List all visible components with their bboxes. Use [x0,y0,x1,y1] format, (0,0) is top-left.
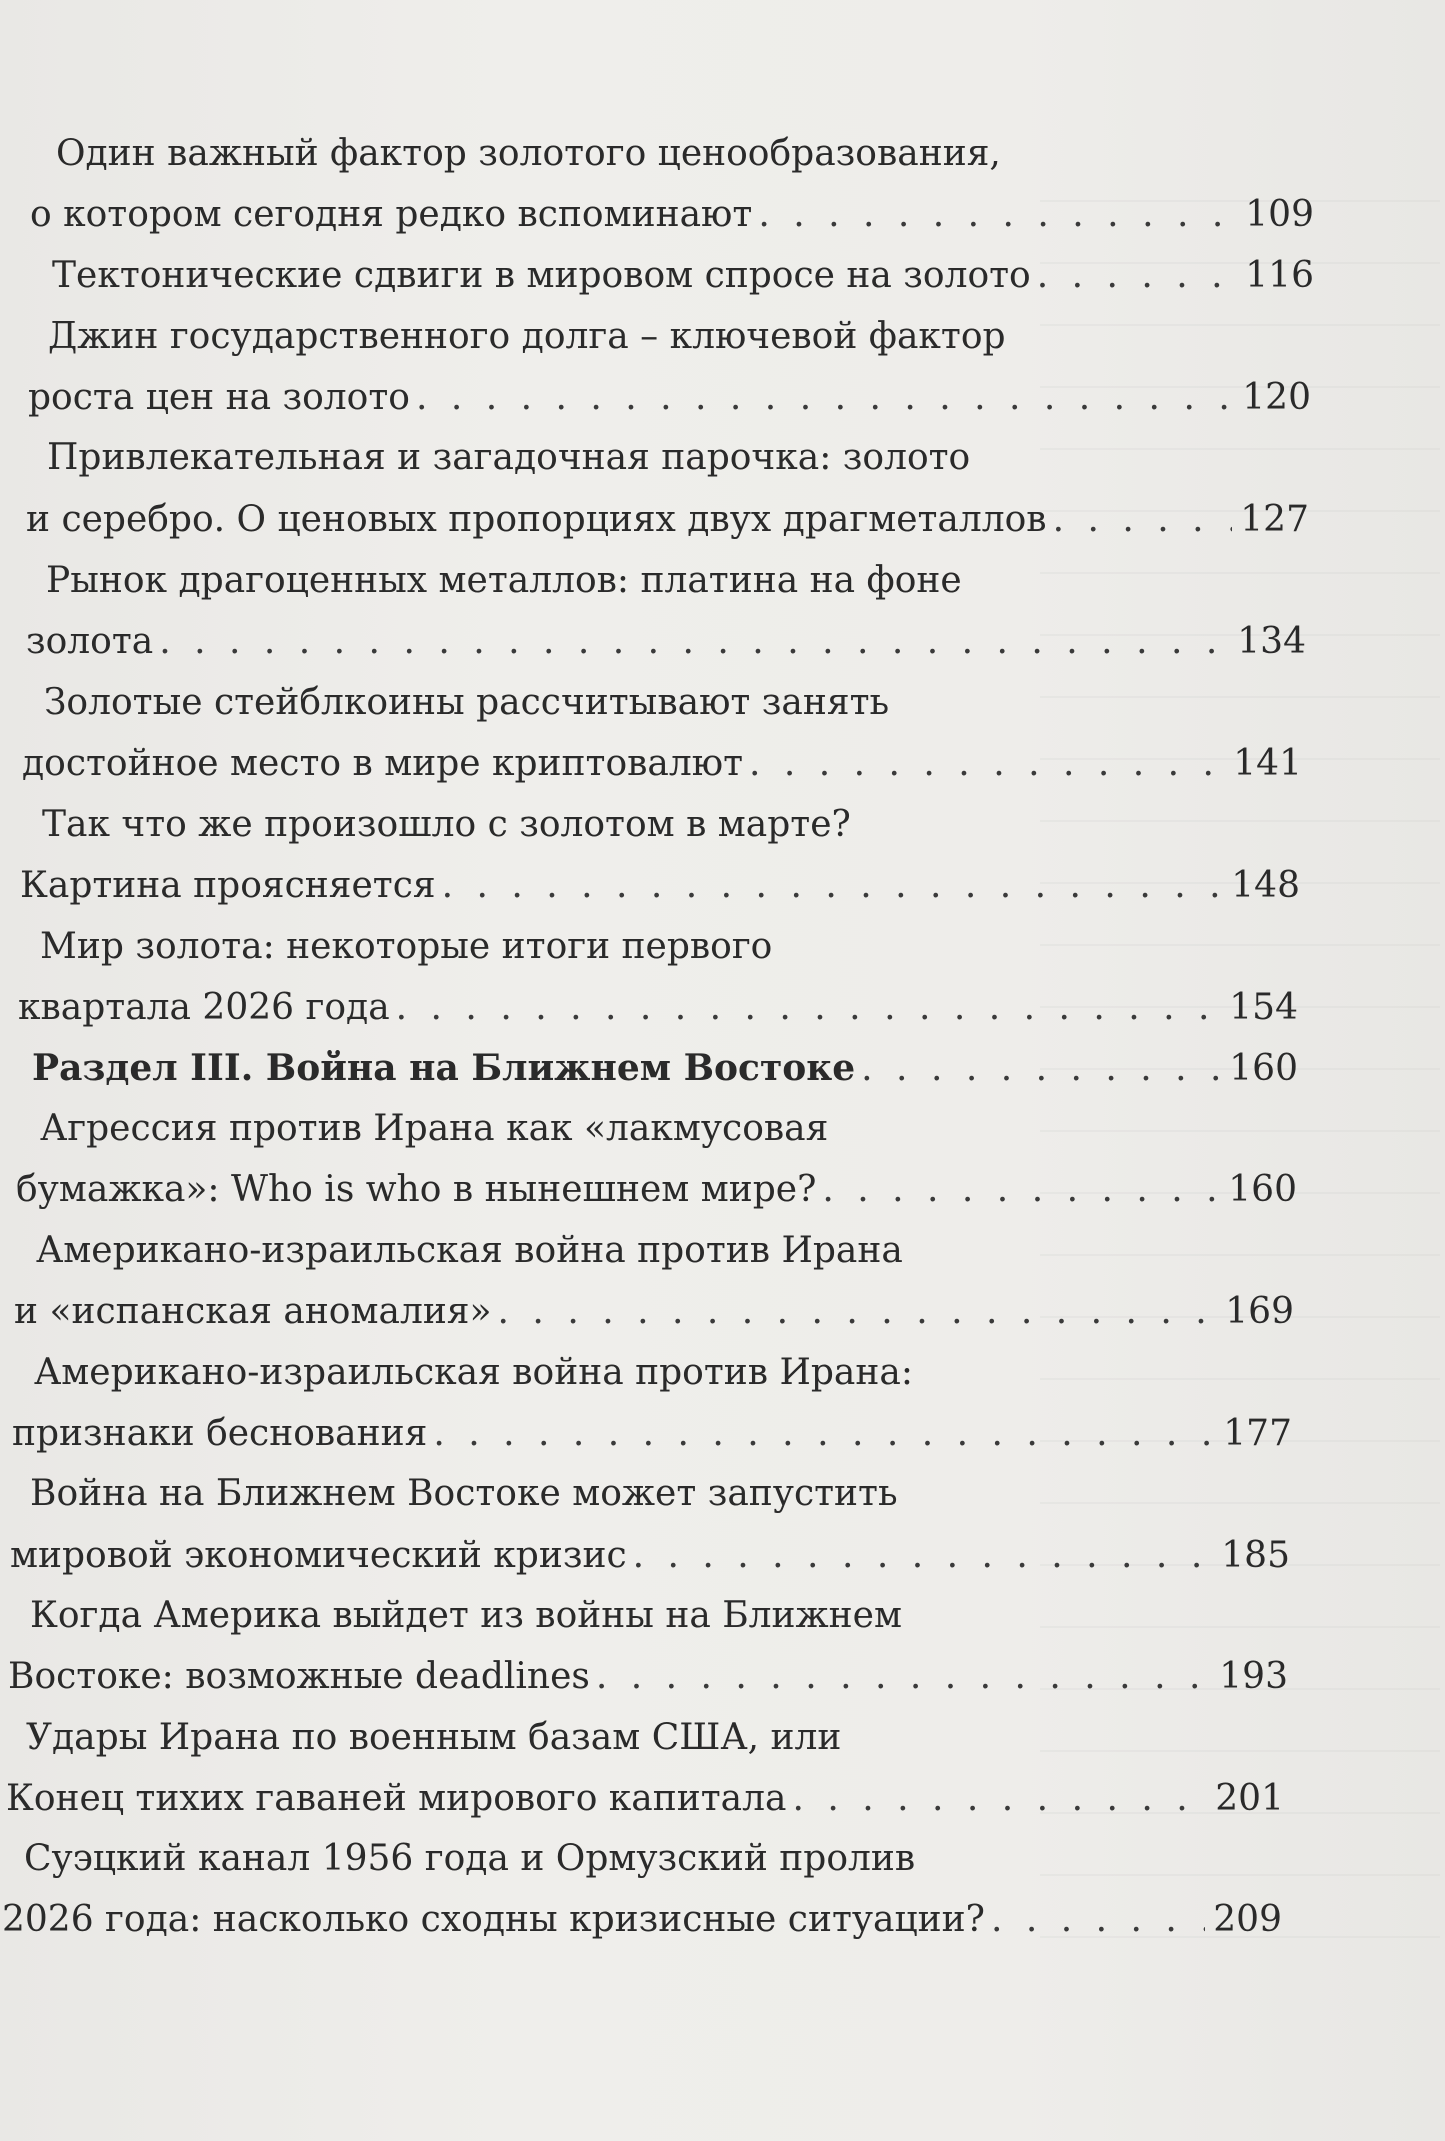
toc-page-number: 160 [1229,1048,1298,1089]
toc-entry-line: Так что же произошло с золотом в марте? [42,804,851,845]
toc-page-number: 193 [1219,1656,1288,1697]
toc-page-number: 134 [1237,621,1306,662]
toc-leader-dots [633,1526,1214,1586]
toc-entry [18,978,1298,1038]
toc-page-number: 154 [1229,987,1298,1028]
toc-leader-dots [1053,490,1233,550]
toc-entry-title: о котором сегодня редко вспоминают [30,194,753,235]
toc-page-number: 209 [1213,1899,1282,1940]
toc-entry-line: Американо-израильская война против Ирана [36,1230,903,1271]
toc-entry-line: Джин государственного долга – ключевой фактор [48,316,1006,357]
toc-page-number: 177 [1223,1413,1292,1454]
toc-page-number: 127 [1240,499,1309,540]
toc-entry [12,1404,1292,1464]
toc-page-number: 109 [1245,194,1314,235]
toc-entry-title: и серебро. О ценовых пропорциях двух драгметаллов [26,499,1047,540]
toc-leader-dots [596,1647,1211,1707]
toc-leader-dots [822,1160,1220,1220]
toc-leader-dots [416,368,1234,428]
toc-entry-title: и «испанская аномалия» [14,1291,492,1332]
toc-section-heading [32,1038,1298,1099]
toc-leader-dots [749,734,1225,794]
toc-entry [14,1282,1294,1342]
toc-entry-title: достойное место в мире криптовалют [22,743,743,784]
toc-leader-dots [792,1769,1207,1829]
toc-page-number: 201 [1215,1778,1284,1819]
toc-page-number: 141 [1233,743,1302,784]
toc-leader-dots [159,612,1229,672]
toc-entry-line: Мир золота: некоторые итоги первого [40,926,773,967]
toc-leader-dots [991,1890,1205,1950]
toc-entry-title: квартала 2026 года [18,987,390,1028]
toc-leader-dots [1037,246,1238,306]
toc-entry-line: Рынок драгоценных металлов: платина на фоне [46,560,962,601]
toc-entry-title: мировой экономический кризис [10,1535,627,1576]
toc-entry [2,1890,1282,1950]
toc-entry [6,1769,1284,1829]
toc-page-number: 160 [1228,1169,1297,1210]
toc-entry-title: признаки беснования [12,1413,428,1454]
toc-entry-line: Когда Америка выйдет из войны на Ближнем [30,1595,902,1636]
toc-entry [22,734,1302,794]
toc-entry-line: Суэцкий канал 1956 года и Ормузский пролив [24,1838,916,1879]
toc-leader-dots [433,1404,1215,1464]
toc-entry-line: Золотые стейблкоины рассчитывают занять [44,682,890,723]
toc-entry-title: роста цен на золото [28,377,410,418]
toc-entry [16,1160,1297,1220]
toc-page-number: 116 [1245,255,1314,296]
toc-page-number: 120 [1242,377,1311,418]
toc-page-number: 185 [1221,1535,1290,1576]
toc-entry [8,1647,1288,1707]
toc-entry-title: золота [26,621,154,662]
toc-leader-dots [861,1039,1221,1099]
toc-page-number: 148 [1231,865,1300,906]
toc-page-number: 169 [1225,1291,1294,1332]
toc-entry [28,368,1311,428]
toc-entry-title: 2026 года: насколько сходны кризисные ситуации? [2,1899,985,1940]
section-title: Раздел III. Война на Ближнем Востоке [32,1047,856,1089]
toc-leader-dots [442,856,1224,916]
toc-leader-dots [498,1282,1218,1342]
toc-entry-line: Один важный фактор золотого ценообразования, [56,133,1001,174]
toc-entry-title: Востоке: возможные deadlines [8,1656,590,1697]
toc-entry-title: Конец тихих гаваней мирового капитала [6,1778,787,1819]
toc-entry [10,1526,1290,1586]
toc-entry [30,185,1314,245]
toc-entry [52,246,1314,306]
toc-entry [26,612,1306,672]
toc-entry-line: Привлекательная и загадочная парочка: золото [47,437,971,478]
toc-entry-line: Агрессия против Ирана как «лакмусовая [40,1108,829,1149]
toc-entry-line: Удары Ирана по военным базам США, или [26,1717,842,1758]
toc-entry [26,490,1309,550]
toc-entry-title: Тектонические сдвиги в мировом спросе на золото [52,255,1031,296]
toc-entry [20,856,1300,916]
toc-leader-dots [758,185,1237,245]
toc-entry-title: бумажка»: Who is who в нынешнем мире? [16,1169,817,1210]
toc-entry-line: Война на Ближнем Востоке может запустить [30,1473,898,1514]
toc-leader-dots [396,978,1222,1038]
toc-entry-title: Картина проясняется [20,865,436,906]
toc-entry-line: Американо-израильская война против Ирана: [34,1352,913,1393]
